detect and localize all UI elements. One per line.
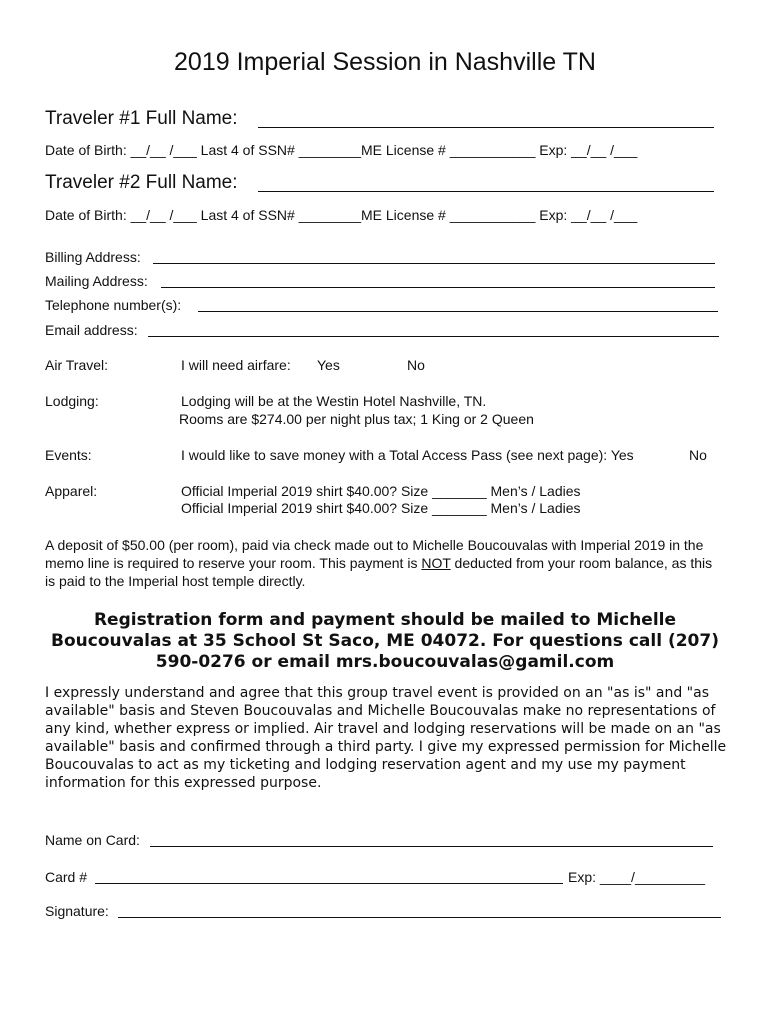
name-on-card-field[interactable] bbox=[150, 846, 713, 847]
mailing-address-label: Mailing Address: bbox=[45, 273, 148, 289]
name-on-card-label: Name on Card: bbox=[45, 832, 140, 848]
access-pass-no-option[interactable]: No bbox=[689, 447, 707, 463]
airfare-yes-option[interactable]: Yes bbox=[317, 357, 340, 373]
signature-label: Signature: bbox=[45, 903, 109, 919]
deposit-text-after: deducted from your room balance, as this is paid to the Imperial host temple directly. bbox=[45, 555, 713, 589]
airfare-question: I will need airfare: bbox=[181, 357, 291, 373]
lodging-line2: Rooms are $274.00 per night plus tax; 1 King or 2 Queen bbox=[179, 411, 534, 427]
apparel-label: Apparel: bbox=[45, 483, 98, 499]
access-pass-question: I would like to save money with a Total Access Pass (see next page): Yes bbox=[181, 447, 634, 463]
billing-address-field[interactable] bbox=[153, 263, 715, 264]
air-travel-label: Air Travel: bbox=[45, 357, 109, 373]
page-title: 2019 Imperial Session in Nashville TN bbox=[174, 48, 596, 76]
traveler1-name-label: Traveler #1 Full Name: bbox=[45, 108, 238, 129]
mailing-address-field[interactable] bbox=[161, 287, 715, 288]
traveler1-name-field[interactable] bbox=[258, 127, 714, 128]
card-number-field[interactable] bbox=[95, 883, 563, 884]
traveler2-name-label: Traveler #2 Full Name: bbox=[45, 172, 238, 193]
traveler2-details: Date of Birth: __/__ /___ Last 4 of SSN# ________ME License # ___________ Exp: __/__ /___ bbox=[45, 207, 638, 223]
traveler1-details: Date of Birth: __/__ /___ Last 4 of SSN# ________ME License # ___________ Exp: __/__ /___ bbox=[45, 142, 638, 158]
lodging-label: Lodging: bbox=[45, 393, 99, 409]
deposit-text-before: A deposit of $50.00 (per room), paid via check made out to Michelle Boucouvalas with Imperial 2019 in the memo line is required to reserve your room. This payment is bbox=[45, 537, 704, 571]
agreement-text: I expressly understand and agree that this group travel event is provided on an "as is" and "as available" basis and Steven Boucouvalas and Michelle Boucouvalas make no representations of any kind, whether express or implied. Air travel and lodging reservations will be made on an "as available" basis and confirmed through a third party. I give my expressed permission for Michelle Boucouvalas to act as my ticketing and lodging reservation agent and my use my payment information for this expressed purpose. bbox=[45, 685, 727, 791]
email-field[interactable] bbox=[148, 336, 719, 337]
telephone-field[interactable] bbox=[198, 311, 718, 312]
card-exp-field[interactable]: Exp: ____/_________ bbox=[568, 869, 706, 885]
deposit-not-emphasis: NOT bbox=[421, 555, 451, 571]
signature-field[interactable] bbox=[118, 917, 721, 918]
lodging-line1: Lodging will be at the Westin Hotel Nashville, TN. bbox=[181, 393, 487, 409]
traveler2-name-field[interactable] bbox=[258, 191, 714, 192]
card-number-label: Card # bbox=[45, 869, 88, 885]
deposit-paragraph bbox=[45, 536, 725, 590]
apparel-shirt-line2: Official Imperial 2019 shirt $40.00? Size _______ Men’s / Ladies bbox=[181, 500, 581, 516]
email-label: Email address: bbox=[45, 322, 138, 338]
apparel-shirt-line1: Official Imperial 2019 shirt $40.00? Size _______ Men’s / Ladies bbox=[181, 483, 581, 499]
telephone-label: Telephone number(s): bbox=[45, 297, 182, 313]
events-label: Events: bbox=[45, 447, 92, 463]
airfare-no-option[interactable]: No bbox=[407, 357, 425, 373]
mailing-instructions: Registration form and payment should be mailed to Michelle Boucouvalas at 35 School St Saco, ME 04072. For questions call (207) 590-0276 or email mrs.boucouvalas@gamil.com bbox=[51, 610, 719, 672]
billing-address-label: Billing Address: bbox=[45, 249, 141, 265]
